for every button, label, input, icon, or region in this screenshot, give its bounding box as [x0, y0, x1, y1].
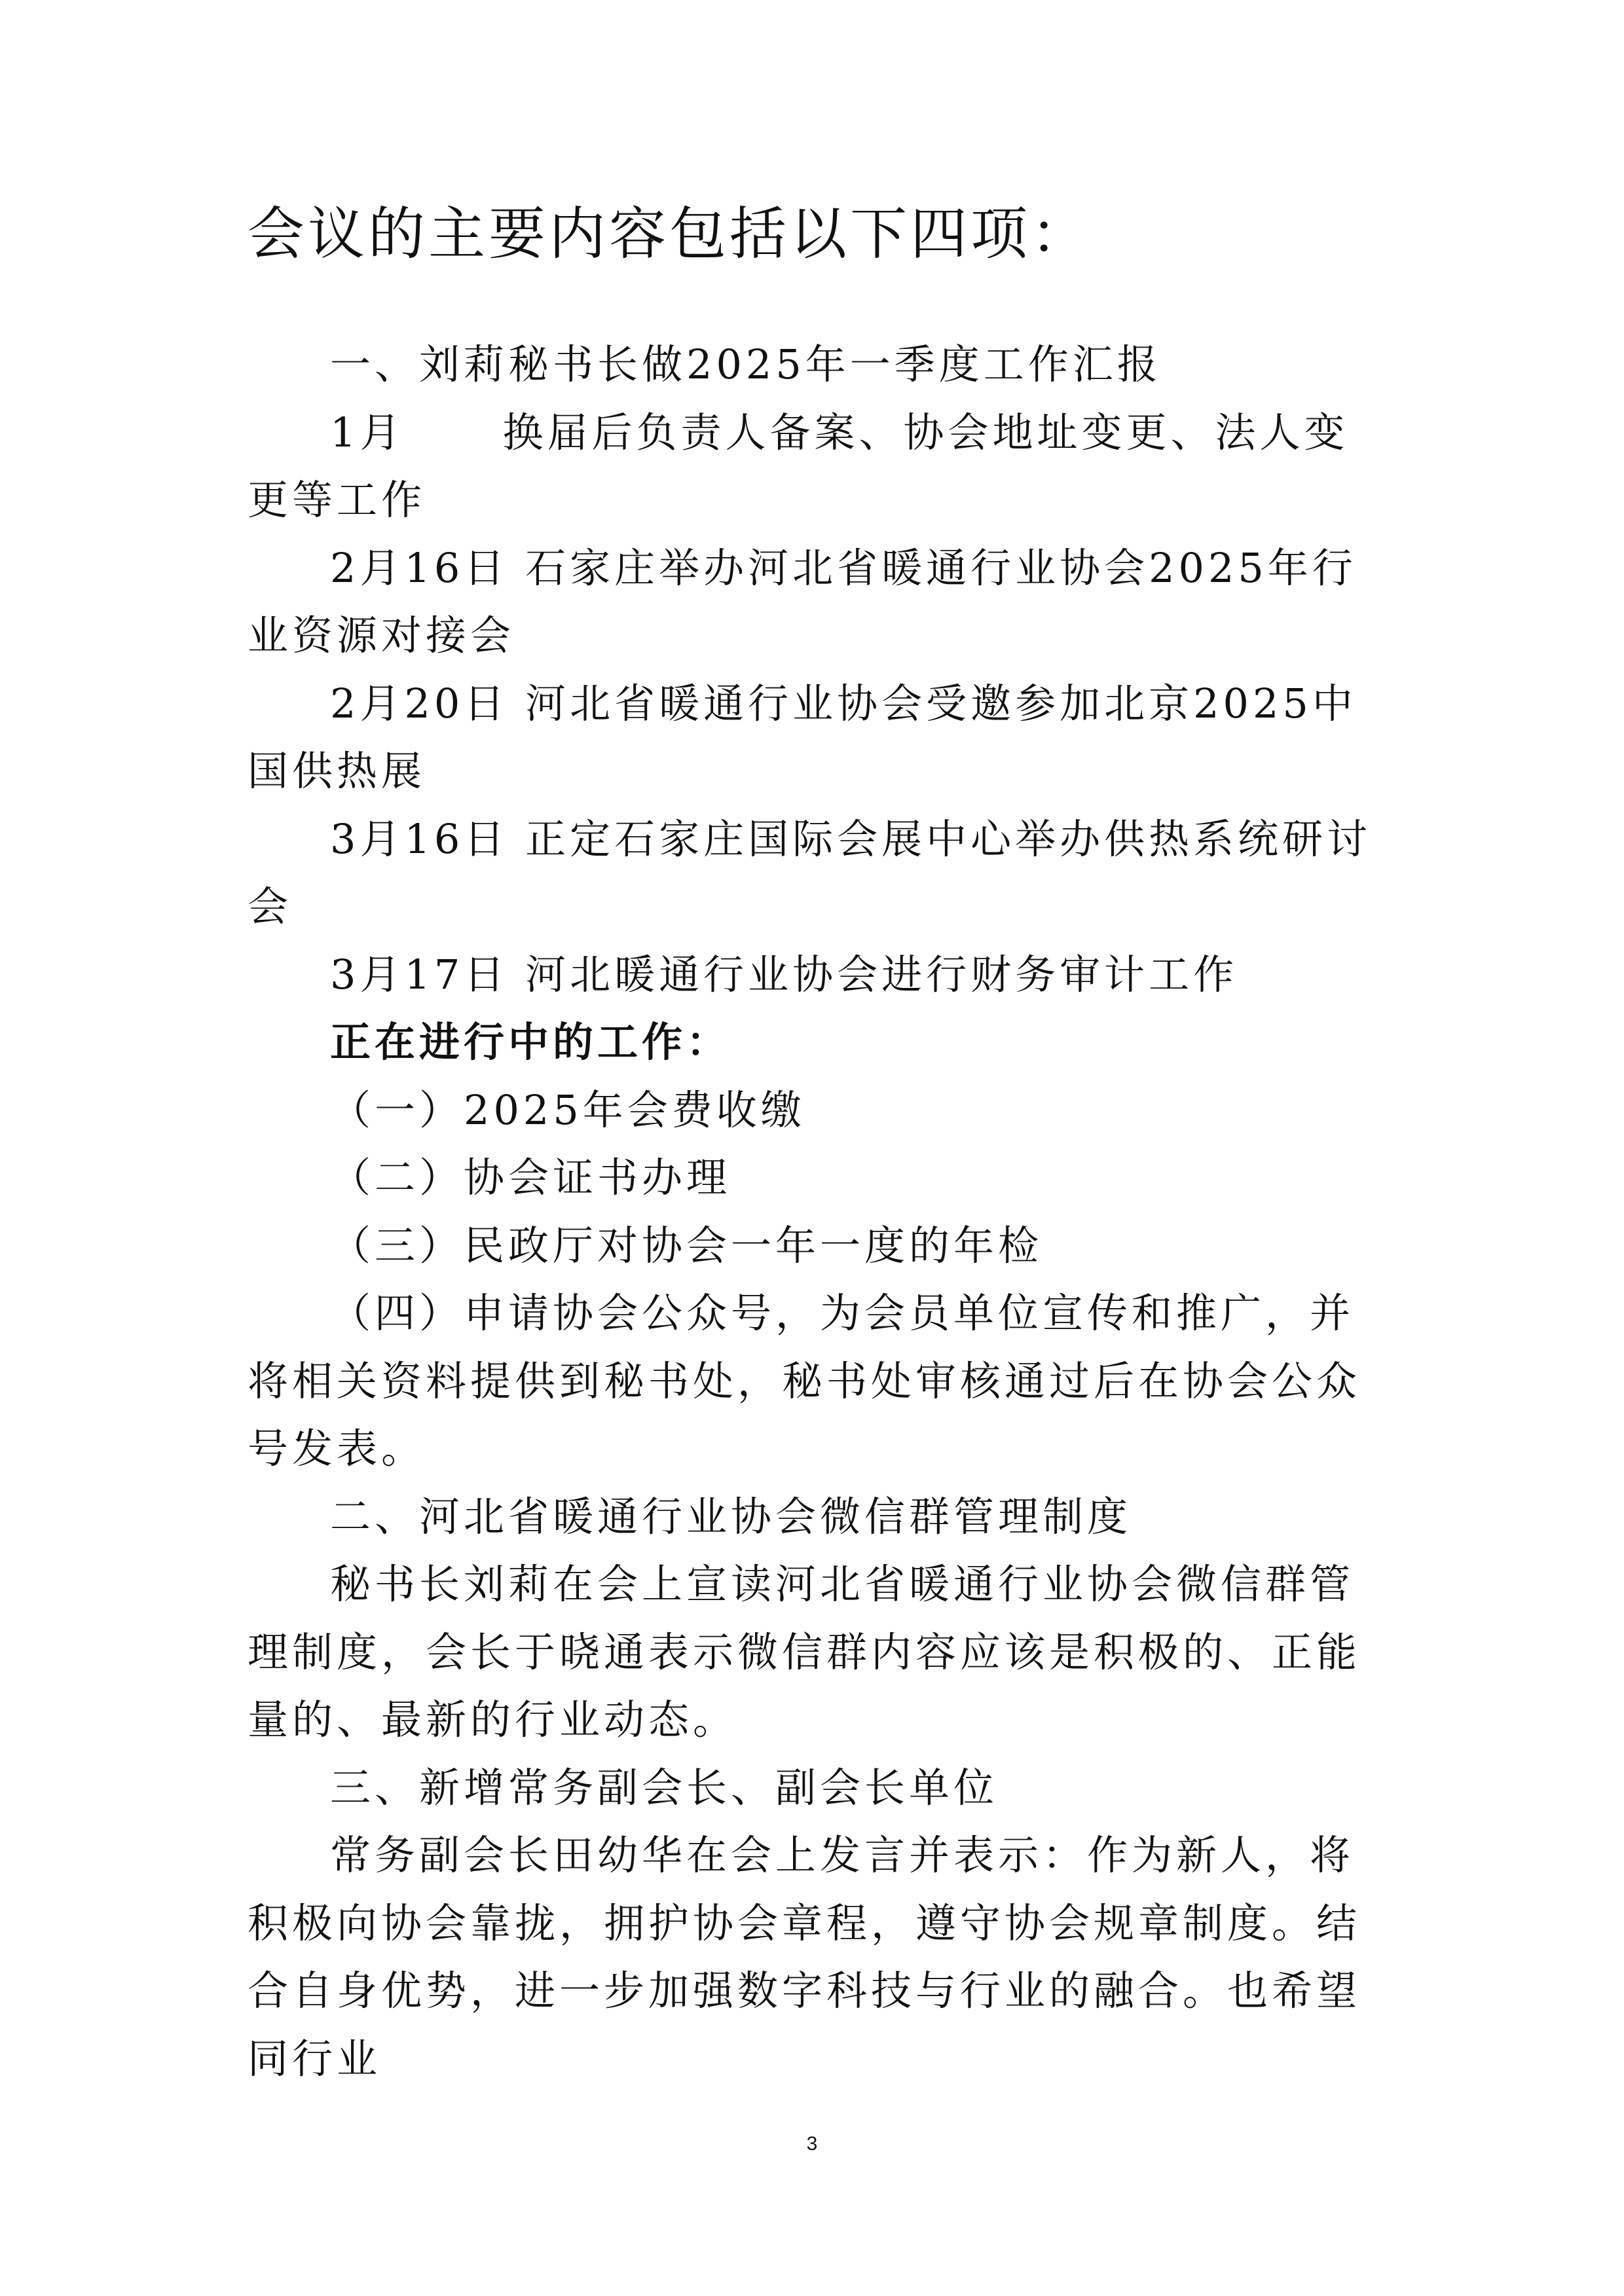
- section-3-heading: 三、新增常务副会长、副会长单位: [330, 1763, 999, 1812]
- ongoing-work-heading: 正在进行中的工作：: [330, 1018, 731, 1066]
- document-body: [248, 331, 1380, 2092]
- work-item-text: 换届后负责人备案、协会地址变更、法人变更等工作: [248, 408, 1349, 524]
- page-number: 3: [806, 2133, 818, 2155]
- page-title: 会议的主要内容包括以下四项：: [248, 200, 1091, 267]
- section-1-heading: 一、刘莉秘书长做2025年一季度工作汇报: [330, 340, 1162, 388]
- work-item-date: 3月17日: [330, 950, 509, 998]
- work-item: [248, 670, 1380, 805]
- work-item-text: 石家庄举办河北省暖通行业协会2025年行业资源对接会: [248, 543, 1357, 659]
- work-item-date: 2月16日: [330, 543, 509, 592]
- work-item-date: 1月: [330, 408, 405, 456]
- ongoing-item: （三）民政厅对协会一年一度的年检: [330, 1221, 1043, 1269]
- work-item: [248, 805, 1380, 941]
- ongoing-item: （二）协会证书办理: [330, 1154, 731, 1201]
- section-3-body: 常务副会长田幼华在会上发言并表示：作为新人，将积极向协会靠拢，拥护协会章程，遵守协会规章制度。结合自身优势，进一步加强数字科技与行业的融合。也希望同行业: [248, 1831, 1361, 2083]
- ongoing-item: （一）2025年会费收缴: [330, 1085, 805, 1134]
- section-2-heading: 二、河北省暖通行业协会微信群管理制度: [330, 1492, 1132, 1540]
- work-item-date: 2月20日: [330, 679, 509, 727]
- work-item: [248, 399, 1380, 534]
- work-item: [248, 941, 1380, 1009]
- section-2-body: 秘书长刘莉在会上宣读河北省暖通行业协会微信群管理制度，会长于晓通表示微信群内容应该是积极的、正能量的、最新的行业动态。: [248, 1560, 1361, 1743]
- ongoing-item: （四）申请协会公众号，为会员单位宣传和推广，并将相关资料提供到秘书处，秘书处审核通过后在协会公众号发表。: [248, 1289, 1361, 1472]
- work-item-text: 正定石家庄国际会展中心举办供热系统研讨会: [248, 814, 1372, 930]
- work-item-text: 河北暖通行业协会进行财务审计工作: [525, 950, 1238, 998]
- work-item-date: 3月16日: [330, 814, 509, 863]
- work-item: [248, 534, 1380, 670]
- work-item-text: 河北省暖通行业协会受邀参加北京2025中国供热展: [248, 679, 1357, 795]
